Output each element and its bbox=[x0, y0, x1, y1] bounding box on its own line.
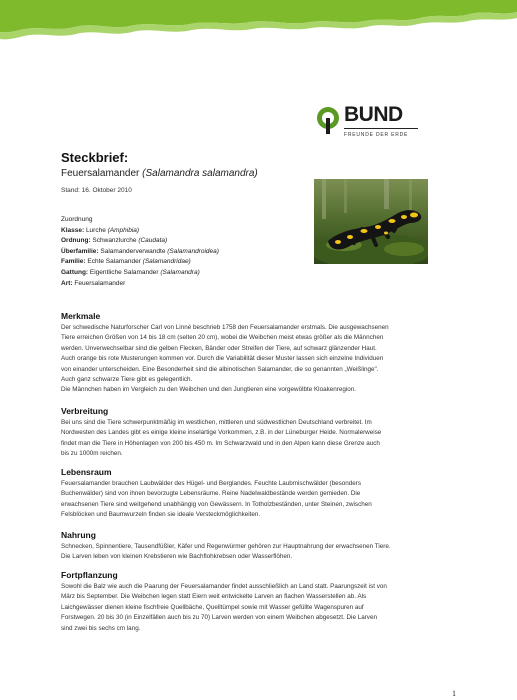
text-line: Auch ganz schwarze Tiere gibt es gelegentlich. bbox=[61, 376, 193, 384]
text-line: von einander unterscheiden. Eine Besonderheit sind die albinotischen Salamander, die so genannten „Weißlinge". bbox=[61, 365, 379, 373]
section-heading-merkmale: Merkmale bbox=[61, 311, 101, 321]
text-line: bis zu 1000m reichen. bbox=[61, 450, 123, 458]
species-name bbox=[61, 168, 258, 179]
text-line: Forstwegen. 20 bis 30 (in Einzelfällen auch bis zu 70) Larven werden von einem Weibchen abgesetzt. Die Larven bbox=[61, 614, 377, 622]
revision-date: Stand: 16. Oktober 2010 bbox=[61, 187, 132, 194]
text-line: Tiere erreichen Größen von 14 bis 18 cm (selten 20 cm), wobei die Weibchen meist etwas größer als die Männchen bbox=[61, 334, 384, 342]
logo-tagline: FREUNDE DER ERDE bbox=[344, 132, 409, 138]
section-heading-lebensraum: Lebensraum bbox=[61, 467, 112, 477]
text-line: Die Männchen haben im Vergleich zu den Weibchen und den Jungtieren eine vorgewölbte Kloakenregion. bbox=[61, 386, 356, 394]
text-line: Feuersalamander brauchen Laubwälder des Hügel- und Berglandes. Feuchte Laubmischwälder (besonders bbox=[61, 480, 361, 487]
section-text-lebensraum bbox=[61, 479, 461, 521]
common-name: Feuersalamander bbox=[61, 168, 140, 179]
text-line: werden. Unverwechselbar sind die gelben Flecken, Bänder oder Streifen der Tiere, auf schwarz glänzender Haut. bbox=[61, 344, 377, 352]
text-line: Auch orange bis rote Musterungen kommen vor. Durch die Variabilität dieser Muster lassen sich einzelne Individuen bbox=[61, 355, 384, 363]
classification-row: Familie: Echte Salamander (Salamandridae) bbox=[61, 258, 191, 266]
text-line: März bis September. Die Weibchen legen statt Eiern weit entwickelte Larven an flachen Wasserstellen ab. Als bbox=[61, 593, 367, 601]
classification-row: Art: Feuersalamander bbox=[61, 279, 126, 287]
text-line: Die Larven leben von kleinen Krebstieren wie Bachflohkrebsen oder Wasserflöhen. bbox=[61, 553, 293, 561]
page-title: Steckbrief: bbox=[61, 150, 129, 165]
text-line: Laichgewässer dienen kleine fischfreie Quellbäche, Quelltümpel sowie mit Wasser gefüllte Wagenspuren auf bbox=[61, 603, 364, 611]
text-line: sind zwei bis sechs cm lang. bbox=[61, 624, 141, 632]
classification-row: Ordnung: Schwanzlurche (Caudata) bbox=[61, 237, 168, 245]
section-text-merkmale bbox=[61, 323, 461, 396]
text-line: Nordwesten des Landes gibt es einige kleine inselartige Vorkommen, z.B. in der Lüneburger Heide. Normalerweise bbox=[61, 429, 382, 437]
text-line: findet man die Tiere in Höhenlagen von 200 bis 450 m. Im Schwarzwald und in den Alpen kann diese Grenze auch bbox=[61, 439, 380, 447]
text-line: Der schwedische Naturforscher Carl von Linné beschrieb 1758 den Feuersalamander erstmals. Die ausgewachsenen bbox=[61, 324, 389, 331]
text-line: Sowohl die Balz wie auch die Paarung der Feuersalamander findet ausschließlich an Land statt. Paarungszeit ist von bbox=[61, 583, 387, 590]
section-heading-verbreitung: Verbreitung bbox=[61, 406, 109, 416]
text-line: erwachsenen Tiere sind weitgehend unabhängig von Gewässern. In Totholzbeständen, unter Steinen, zwischen bbox=[61, 500, 372, 508]
text-line: Buchenwälder) sind von ihnen bevorzugte Lebensräume. Reine Nadelwaldbestände werden gemieden. Die bbox=[61, 490, 361, 498]
section-heading-fortpflanzung: Fortpflanzung bbox=[61, 570, 118, 580]
page-number: 1 bbox=[452, 689, 456, 698]
section-text-fortpflanzung bbox=[61, 582, 461, 634]
classification-heading: Zuordnung bbox=[61, 216, 93, 223]
salamander-photo bbox=[314, 179, 428, 264]
section-text-verbreitung bbox=[61, 418, 461, 460]
classification-row: Klasse: Lurche (Amphibia) bbox=[61, 226, 140, 234]
text-line: Bei uns sind die Tiere schwerpunktmäßig im westlichen, mittleren und südwestlichen Deutschland verbreitet. Im bbox=[61, 419, 372, 426]
latin-name: (Salamandra salamandra) bbox=[142, 168, 258, 179]
logo-wordmark: BUND bbox=[344, 103, 403, 126]
classification-row: Gattung: Eigentliche Salamander (Salamandra) bbox=[61, 268, 200, 276]
classification-block bbox=[61, 215, 301, 289]
text-line: Schnecken, Spinnentiere, Tausendfüßler, Käfer und Regenwürmer gehören zur Hauptnahrung der erwachsenen Tiere. bbox=[61, 543, 391, 550]
header-green-band bbox=[0, 0, 517, 44]
section-heading-nahrung: Nahrung bbox=[61, 530, 96, 540]
text-line: Felsblöcken und Baumwurzeln finden sie ideale Versteckmöglichkeiten. bbox=[61, 511, 261, 519]
classification-row: Überfamilie: Salamanderverwandte (Salamandroidea) bbox=[61, 247, 219, 255]
logo-divider bbox=[344, 128, 418, 129]
section-text-nahrung bbox=[61, 542, 461, 563]
